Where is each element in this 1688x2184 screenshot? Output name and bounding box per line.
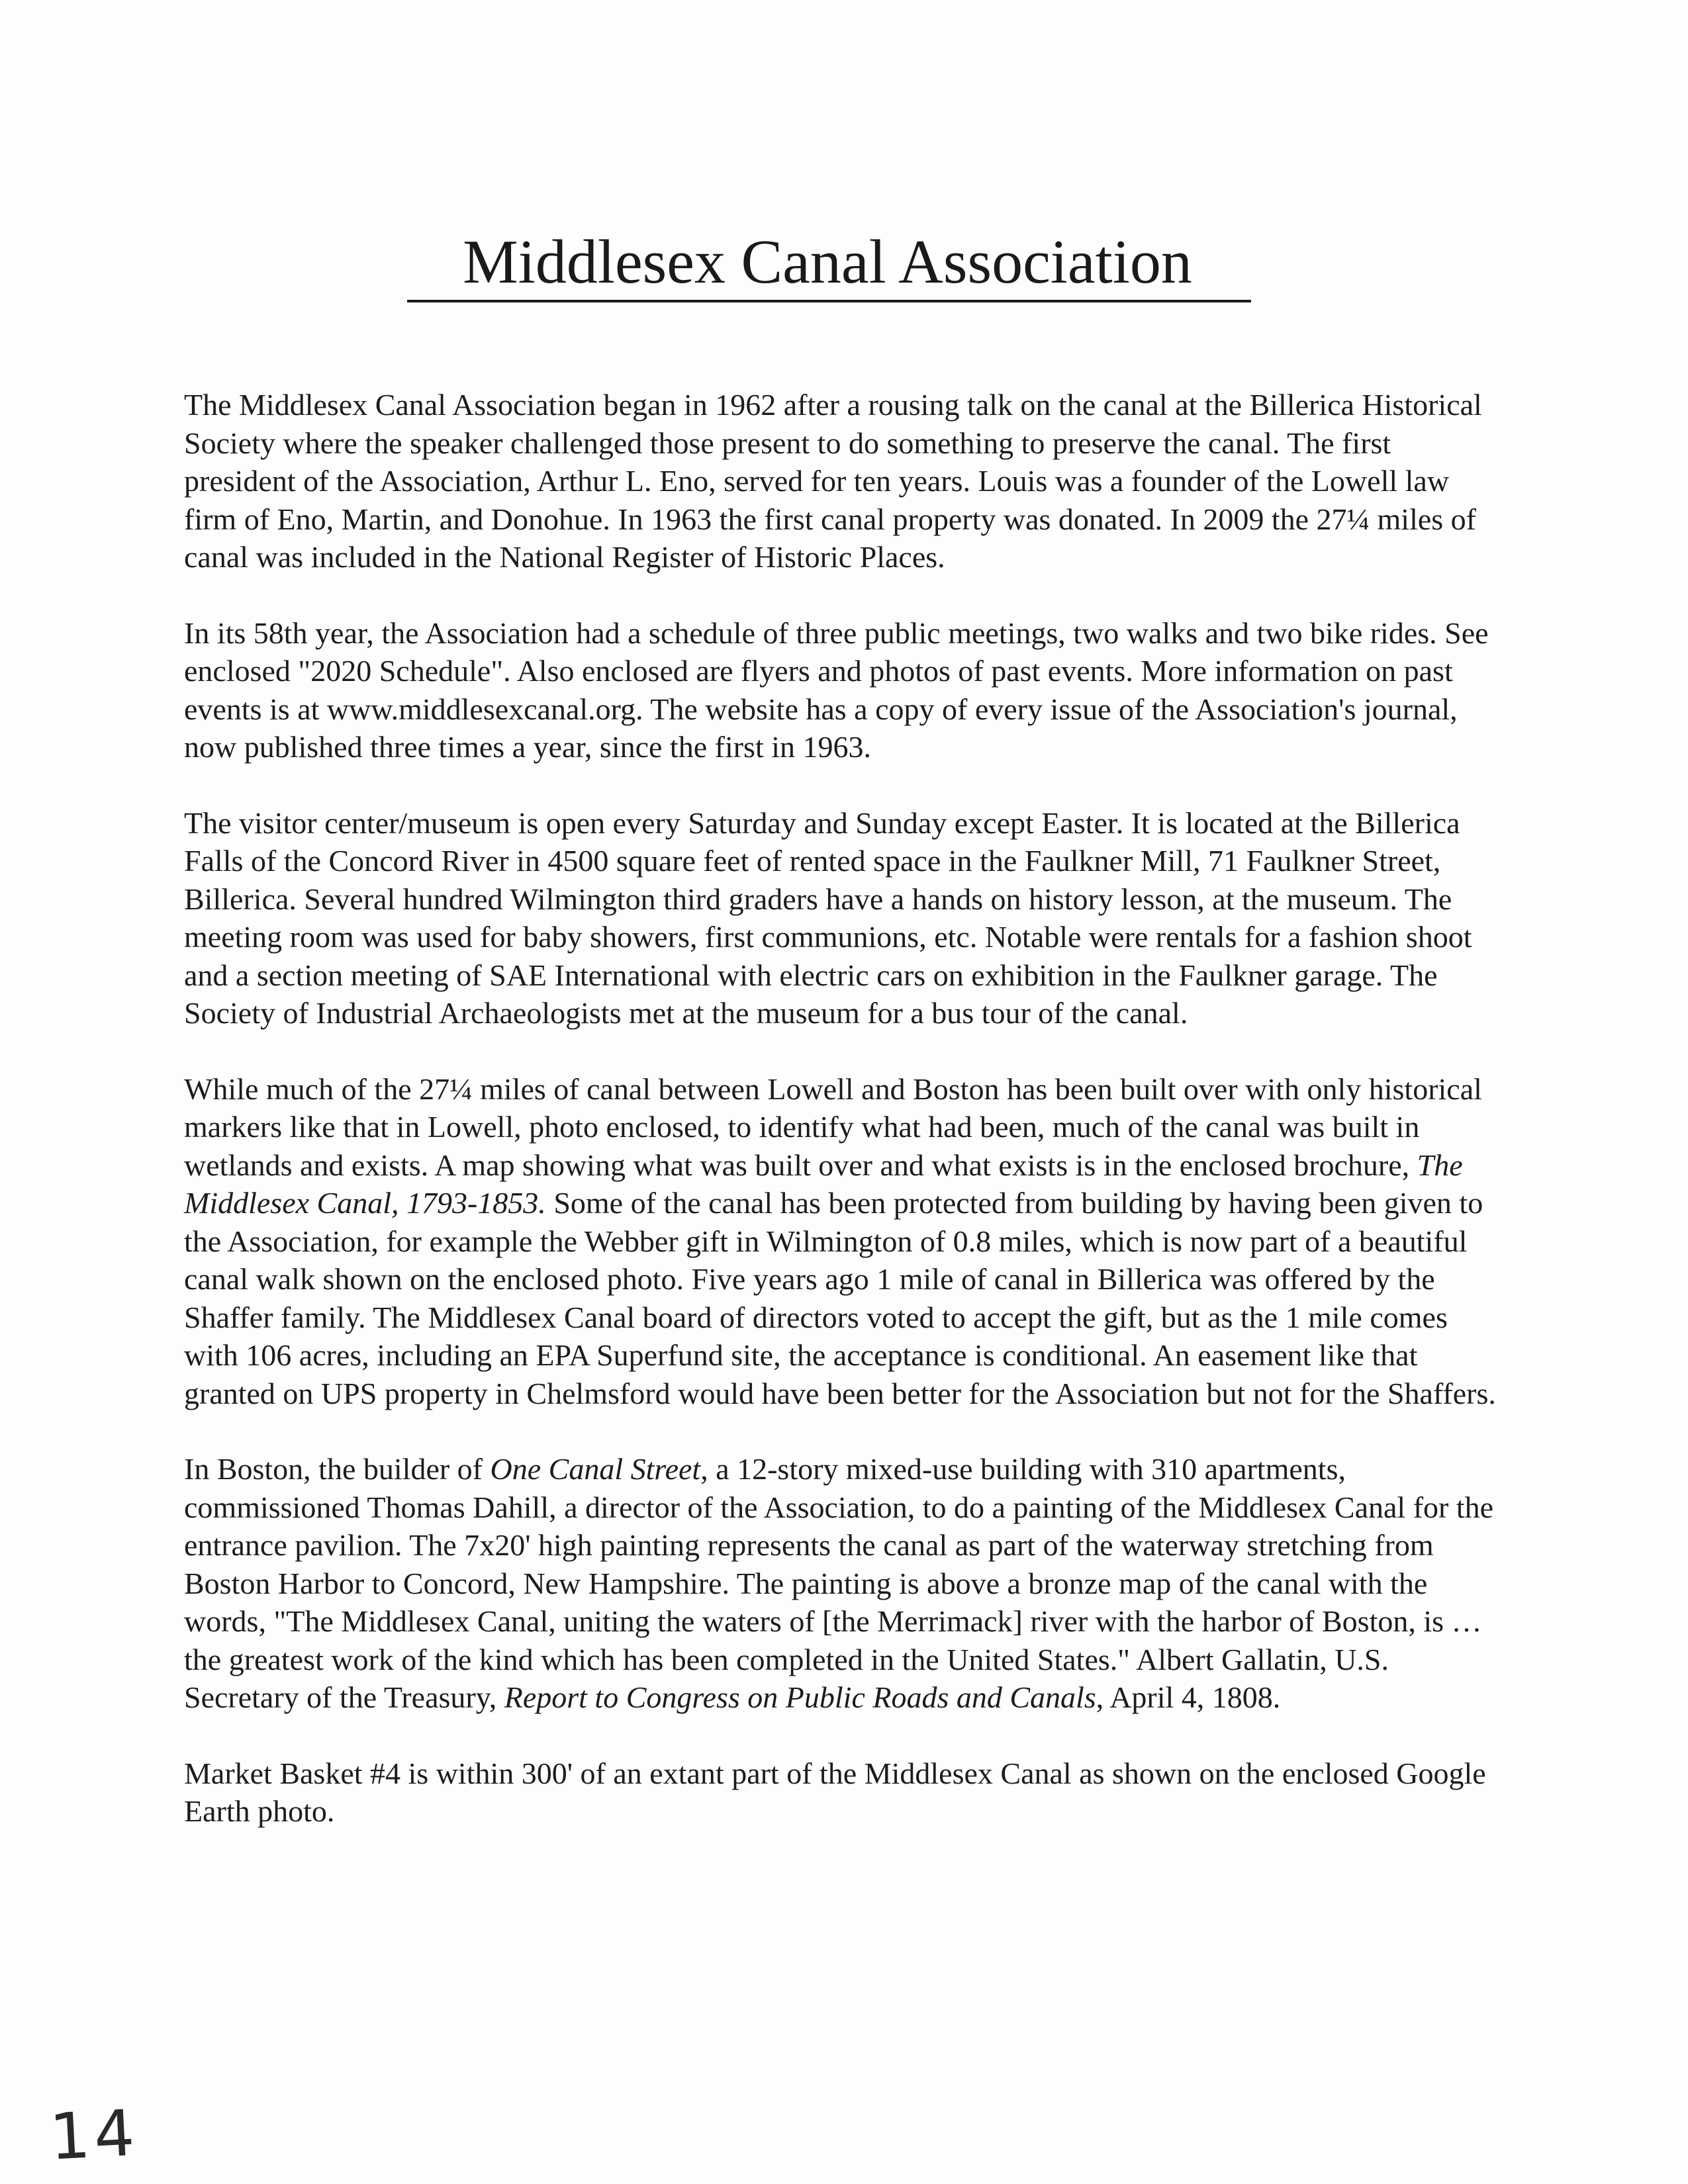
text-segment: While much of the 27¼ miles of canal between Lowell and Boston has been built over with only historical markers like that in Lowell, photo enclosed, to identify what had been, much of the canal was built in wetlands and exists. A map showing what was built over and what exists is in the enclosed brochure, xyxy=(184,1071,1482,1182)
body-text xyxy=(184,386,1508,1831)
text-segment: In its 58th year, the Association had a schedule of three public meetings, two walks and two bike rides. See enclosed "2020 Schedule". Also enclosed are flyers and photos of past events. More information on past events is at www.middlesexcanal.org. The website has a copy of every issue of the Association's journal, now published three times a year, since the first in 1963. xyxy=(184,615,1489,764)
paragraph xyxy=(184,614,1508,766)
paragraph xyxy=(184,386,1508,576)
paragraph xyxy=(184,1450,1508,1717)
italic-text: Report to Congress on Public Roads and Canals xyxy=(504,1680,1096,1714)
text-segment: Some of the canal has been protected from building by having been given to the Association, for example the Webber gift in Wilmington of 0.8 miles, which is now part of a beautiful canal walk shown on the enclosed photo. Five years ago 1 mile of canal in Billerica was offered by the Shaffer family. The Middlesex Canal board of directors voted to accept the gift, but as the 1 mile comes with 106 acres, including an EPA Superfund site, the acceptance is conditional. An easement like that granted on UPS property in Chelmsford would have been better for the Association but not for the Shaffers. xyxy=(184,1186,1496,1410)
text-segment: Market Basket #4 is within 300' of an extant part of the Middlesex Canal as shown on the enclosed Google Earth photo. xyxy=(184,1756,1486,1828)
text-segment: The Middlesex Canal Association began in 1962 after a rousing talk on the canal at the Billerica Historical Society where the speaker challenged those present to do something to preserve the canal. The first president of the Association, Arthur L. Eno, served for ten years. Louis was a founder of the Lowell law firm of Eno, Martin, and Donohue. In 1963 the first canal property was donated. In 2009 the 27¼ miles of canal was included in the National Register of Historic Places. xyxy=(184,388,1482,574)
title-underline xyxy=(407,300,1251,302)
page-title: Middlesex Canal Association xyxy=(463,228,1192,296)
paragraph xyxy=(184,1754,1508,1831)
text-segment: The visitor center/museum is open every Saturday and Sunday except Easter. It is located at the Billerica Falls of the Concord River in 4500 square feet of rented space in the Faulkner Mill, 71 Faulkner Street, Billerica. Several hundred Wilmington third graders have a hands on history lesson, at the museum. The meeting room was used for baby showers, first communions, etc. Notable were rentals for a fashion shoot and a section meeting of SAE International with electric cars on exhibition in the Faulkner garage. The Society of Industrial Archaeologists met at the museum for a bus tour of the canal. xyxy=(184,805,1472,1030)
text-segment: , April 4, 1808. xyxy=(1096,1680,1281,1714)
italic-text: One Canal Street xyxy=(490,1452,701,1486)
text-segment: , a 12-story mixed-use building with 310 apartments, commissioned Thomas Dahill, a director of the Association, to do a painting of the Middlesex Canal for the entrance pavilion. The 7x20' high painting represents the canal as part of the waterway stretching from Boston Harbor to Concord, New Hampshire. The painting is above a bronze map of the canal with the words, "The Middlesex Canal, uniting the waters of [the Merrimack] river with the harbor of Boston, is … the greatest work of the kind which has been completed in the United States." Albert Gallatin, U.S. Secretary of the Treasury, xyxy=(184,1452,1494,1714)
italic-text: The Middlesex Canal, 1793-1853. xyxy=(184,1148,1463,1220)
paragraph xyxy=(184,804,1508,1032)
paragraph xyxy=(184,1070,1508,1413)
text-segment: In Boston, the builder of xyxy=(184,1452,491,1486)
handwritten-page-number: 14 xyxy=(48,2095,140,2175)
title-container xyxy=(404,228,1251,296)
